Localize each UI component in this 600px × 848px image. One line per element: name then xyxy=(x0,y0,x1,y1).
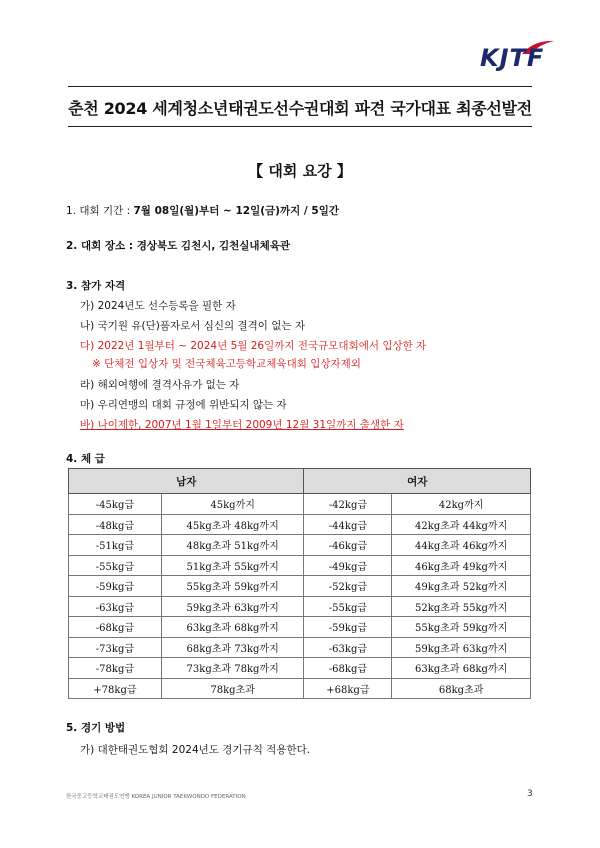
male-range-cell: 48kg초과 51kg까지 xyxy=(161,535,304,556)
header-male: 남자 xyxy=(69,469,304,494)
female-range-cell: 46kg초과 49kg까지 xyxy=(392,555,531,576)
male-class-cell: -51kg급 xyxy=(69,535,162,556)
period-label: 1. 대회 기간 : xyxy=(66,205,134,217)
female-class-cell: -55kg급 xyxy=(304,596,392,617)
male-range-cell: 55kg초과 59kg까지 xyxy=(161,576,304,597)
male-range-cell: 73kg초과 78kg까지 xyxy=(161,658,304,679)
venue-line xyxy=(66,238,290,253)
female-range-cell: 59kg초과 63kg까지 xyxy=(392,637,531,658)
weights-heading: 4. 체 급 xyxy=(66,453,105,465)
venue-value: 경상북도 김천시, 김천실내체육관 xyxy=(136,240,291,252)
male-class-cell: +78kg급 xyxy=(69,678,162,699)
female-range-cell: 63kg초과 68kg까지 xyxy=(392,658,531,679)
logo-text: KJTF xyxy=(480,44,545,72)
male-range-cell: 59kg초과 63kg까지 xyxy=(161,596,304,617)
table-row xyxy=(69,535,531,556)
eligibility-heading: 3. 참가 자격 xyxy=(66,280,126,292)
female-range-cell: 68kg초과 xyxy=(392,678,531,699)
female-class-cell: -46kg급 xyxy=(304,535,392,556)
section-subtitle: 【 대회 요강 】 xyxy=(248,162,352,180)
table-row xyxy=(69,514,531,535)
table-row xyxy=(69,596,531,617)
female-class-cell: -42kg급 xyxy=(304,494,392,515)
male-range-cell: 45kg까지 xyxy=(161,494,304,515)
table-row xyxy=(69,678,531,699)
male-range-cell: 51kg초과 55kg까지 xyxy=(161,555,304,576)
table-row xyxy=(69,637,531,658)
female-class-cell: -63kg급 xyxy=(304,637,392,658)
eligibility-item-highlight: 다) 2022년 1월부터 ~ 2024년 5월 26일까지 전국규모대회에서 입상한 자 xyxy=(80,340,427,352)
table-header-row xyxy=(69,469,531,494)
method-heading: 5. 경기 방법 xyxy=(66,722,126,734)
eligibility-item-age: 바) 나이제한, 2007년 1월 1일부터 2009년 12월 31일까지 출생한 자 xyxy=(80,419,404,431)
male-range-cell: 78kg초과 xyxy=(161,678,304,699)
male-range-cell: 68kg초과 73kg까지 xyxy=(161,637,304,658)
table-row xyxy=(69,555,531,576)
eligibility-item: 마) 우리연맹의 대회 규정에 위반되지 않는 자 xyxy=(80,399,287,411)
eligibility-note: ※ 단체전 입상자 및 전국체육고등학교체육대회 입상자제외 xyxy=(92,358,361,370)
male-range-cell: 63kg초과 68kg까지 xyxy=(161,617,304,638)
weight-class-table xyxy=(68,468,531,699)
eligibility-item: 라) 해외여행에 결격사유가 없는 자 xyxy=(80,379,240,391)
male-class-cell: -63kg급 xyxy=(69,596,162,617)
kjtf-logo xyxy=(480,40,554,70)
footer-org: 한국중고등학교태권도연맹 KOREA JUNIOR TAEKWONDO FEDERATION xyxy=(66,794,246,800)
male-class-cell: -68kg급 xyxy=(69,617,162,638)
table-row xyxy=(69,658,531,679)
female-class-cell: +68kg급 xyxy=(304,678,392,699)
eligibility-item: 가) 2024년도 선수등록을 필한 자 xyxy=(80,300,236,312)
male-class-cell: -48kg급 xyxy=(69,514,162,535)
table-row xyxy=(69,576,531,597)
page-number: 3 xyxy=(527,789,533,799)
period-line xyxy=(66,203,339,218)
page-title: 춘천 2024 세계청소년태권도선수권대회 파견 국가대표 최종선발전 xyxy=(68,99,532,118)
male-class-cell: -78kg급 xyxy=(69,658,162,679)
method-item: 가) 대한태권도협회 2024년도 경기규칙 적용한다. xyxy=(80,744,311,756)
female-range-cell: 42kg초과 44kg까지 xyxy=(392,514,531,535)
female-range-cell: 42kg까지 xyxy=(392,494,531,515)
title-rule-bottom xyxy=(68,126,532,127)
female-range-cell: 55kg초과 59kg까지 xyxy=(392,617,531,638)
female-range-cell: 52kg초과 55kg까지 xyxy=(392,596,531,617)
female-class-cell: -68kg급 xyxy=(304,658,392,679)
male-range-cell: 45kg초과 48kg까지 xyxy=(161,514,304,535)
male-class-cell: -59kg급 xyxy=(69,576,162,597)
male-class-cell: -55kg급 xyxy=(69,555,162,576)
venue-label: 2. 대회 장소 : xyxy=(66,240,137,252)
title-rule-top xyxy=(68,86,532,87)
female-class-cell: -52kg급 xyxy=(304,576,392,597)
male-class-cell: -73kg급 xyxy=(69,637,162,658)
table-row xyxy=(69,494,531,515)
period-value: 7월 08일(월)부터 ~ 12일(금)까지 / 5일간 xyxy=(133,205,339,217)
header-female: 여자 xyxy=(304,469,531,494)
female-class-cell: -49kg급 xyxy=(304,555,392,576)
female-class-cell: -59kg급 xyxy=(304,617,392,638)
table-row xyxy=(69,617,531,638)
male-class-cell: -45kg급 xyxy=(69,494,162,515)
female-range-cell: 49kg초과 52kg까지 xyxy=(392,576,531,597)
female-range-cell: 44kg초과 46kg까지 xyxy=(392,535,531,556)
female-class-cell: -44kg급 xyxy=(304,514,392,535)
eligibility-item: 나) 국기원 유(단)품자로서 심신의 결격이 없는 자 xyxy=(80,320,306,332)
